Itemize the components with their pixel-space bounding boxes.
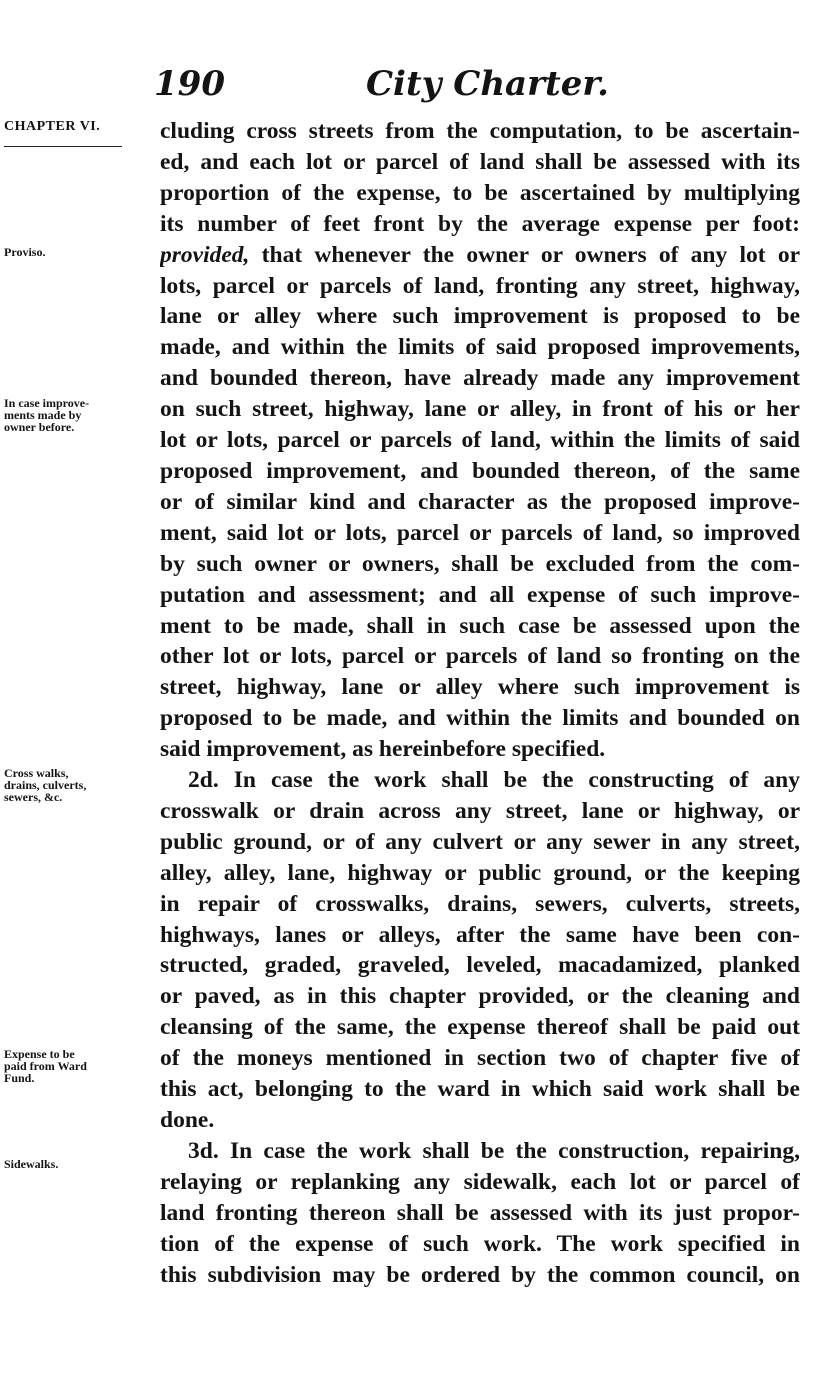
margin-note-sidewalks: Sidewalks.	[4, 1157, 59, 1171]
text-line: cluding cross streets from the computation, to be ascertain-	[160, 118, 800, 144]
text-line: lots, parcel or parcels of land, fronting any street, highway,	[160, 272, 800, 299]
text-line: relaying or replanking any sidewalk, each lot or parcel of	[160, 1168, 800, 1195]
text-line: cleansing of the same, the expense thereof shall be paid out	[160, 1014, 800, 1041]
text-line: proportion of the expense, to be ascertained by multiplying	[160, 179, 800, 206]
text-line: tion of the expense of such work. The work specified in	[160, 1230, 800, 1257]
provided-word: provided,	[160, 241, 250, 268]
text-line: its number of feet front by the average expense per foot:	[160, 210, 800, 237]
text-line: or of similar kind and character as the proposed improve-	[160, 488, 800, 515]
margin-note-proviso: Proviso.	[4, 245, 46, 259]
margin-note-line: owner before.	[4, 420, 75, 434]
text-line: putation and assessment; and all expense of such improve-	[160, 581, 800, 608]
text-line: lane or alley where such improvement is proposed to be	[160, 303, 800, 330]
text-line: other lot or lots, parcel or parcels of land so fronting on the	[160, 643, 800, 670]
margin-note-line: Cross walks,	[4, 766, 69, 780]
text-line: by such owner or owners, shall be excluded from the com-	[160, 550, 800, 577]
text-line: in repair of crosswalks, drains, sewers, culverts, streets,	[160, 890, 800, 917]
text-line: street, highway, lane or alley where such improvement is	[160, 674, 800, 701]
text-line: land fronting thereon shall be assessed with its just propor-	[160, 1199, 800, 1226]
text-line: this subdivision may be ordered by the common council, on	[160, 1261, 800, 1288]
text-line: 2d. In case the work shall be the constructing of any	[188, 767, 800, 794]
text-line: this act, belonging to the ward in which said work shall be	[160, 1076, 800, 1103]
margin-note-line: ments made by	[4, 408, 82, 422]
margin-note-line: drains, culverts,	[4, 778, 87, 792]
text-line: ment, said lot or lots, parcel or parcels of land, so improved	[160, 519, 800, 546]
margin-note-line: In case improve-	[4, 396, 90, 410]
page-header	[0, 64, 820, 114]
text-line: proposed to be made, and within the limits and bounded on	[160, 705, 800, 732]
margin-note-line: Expense to be	[4, 1047, 75, 1061]
text-line: 3d. In case the work shall be the construction, repairing,	[188, 1137, 800, 1164]
margin-note-line: paid from Ward	[4, 1059, 87, 1073]
text-line: ment to be made, shall in such case be assessed upon the	[160, 612, 800, 639]
text-line: structed, graded, graveled, leveled, macadamized, planked	[160, 952, 800, 979]
text-line	[160, 240, 800, 271]
text-line: highways, lanes or alleys, after the same have been con-	[160, 921, 800, 948]
margin-note-expense	[4, 1048, 154, 1084]
text-line-rest: that whenever the owner or owners of any lot or	[261, 241, 800, 268]
text-line: done.	[160, 1107, 215, 1133]
text-line: ed, and each lot or parcel of land shall be assessed with its	[160, 148, 800, 175]
text-line: lot or lots, parcel or parcels of land, within the limits of said	[160, 427, 800, 454]
text-line: of the moneys mentioned in section two of chapter five of	[160, 1045, 800, 1072]
margin-note-line: Fund.	[4, 1071, 35, 1085]
margin-note-crosswalks	[4, 767, 154, 803]
text-line: on such street, highway, lane or alley, in front of his or her	[160, 396, 800, 423]
margin-chapter-label: CHAPTER VI.	[4, 119, 101, 134]
margin-note-line: sewers, &c.	[4, 790, 63, 804]
text-line: crosswalk or drain across any street, lane or highway, or	[160, 797, 800, 824]
text-line: alley, alley, lane, highway or public ground, or the keeping	[160, 859, 800, 886]
margin-note-improvements	[4, 397, 154, 433]
page-number: 190	[154, 64, 225, 104]
text-line: said improvement, as hereinbefore specified.	[160, 736, 606, 763]
running-head: City Charter.	[366, 64, 609, 104]
text-line: public ground, or of any culvert or any sewer in any street,	[160, 828, 800, 855]
body-text	[160, 116, 800, 1290]
chapter-rule	[4, 146, 122, 147]
text-line: or paved, as in this chapter provided, or the cleaning and	[160, 983, 800, 1010]
text-line: and bounded thereon, have already made any improvement	[160, 365, 800, 392]
text-line: made, and within the limits of said proposed improvements,	[160, 334, 800, 361]
text-line: proposed improvement, and bounded thereon, of the same	[160, 457, 800, 484]
